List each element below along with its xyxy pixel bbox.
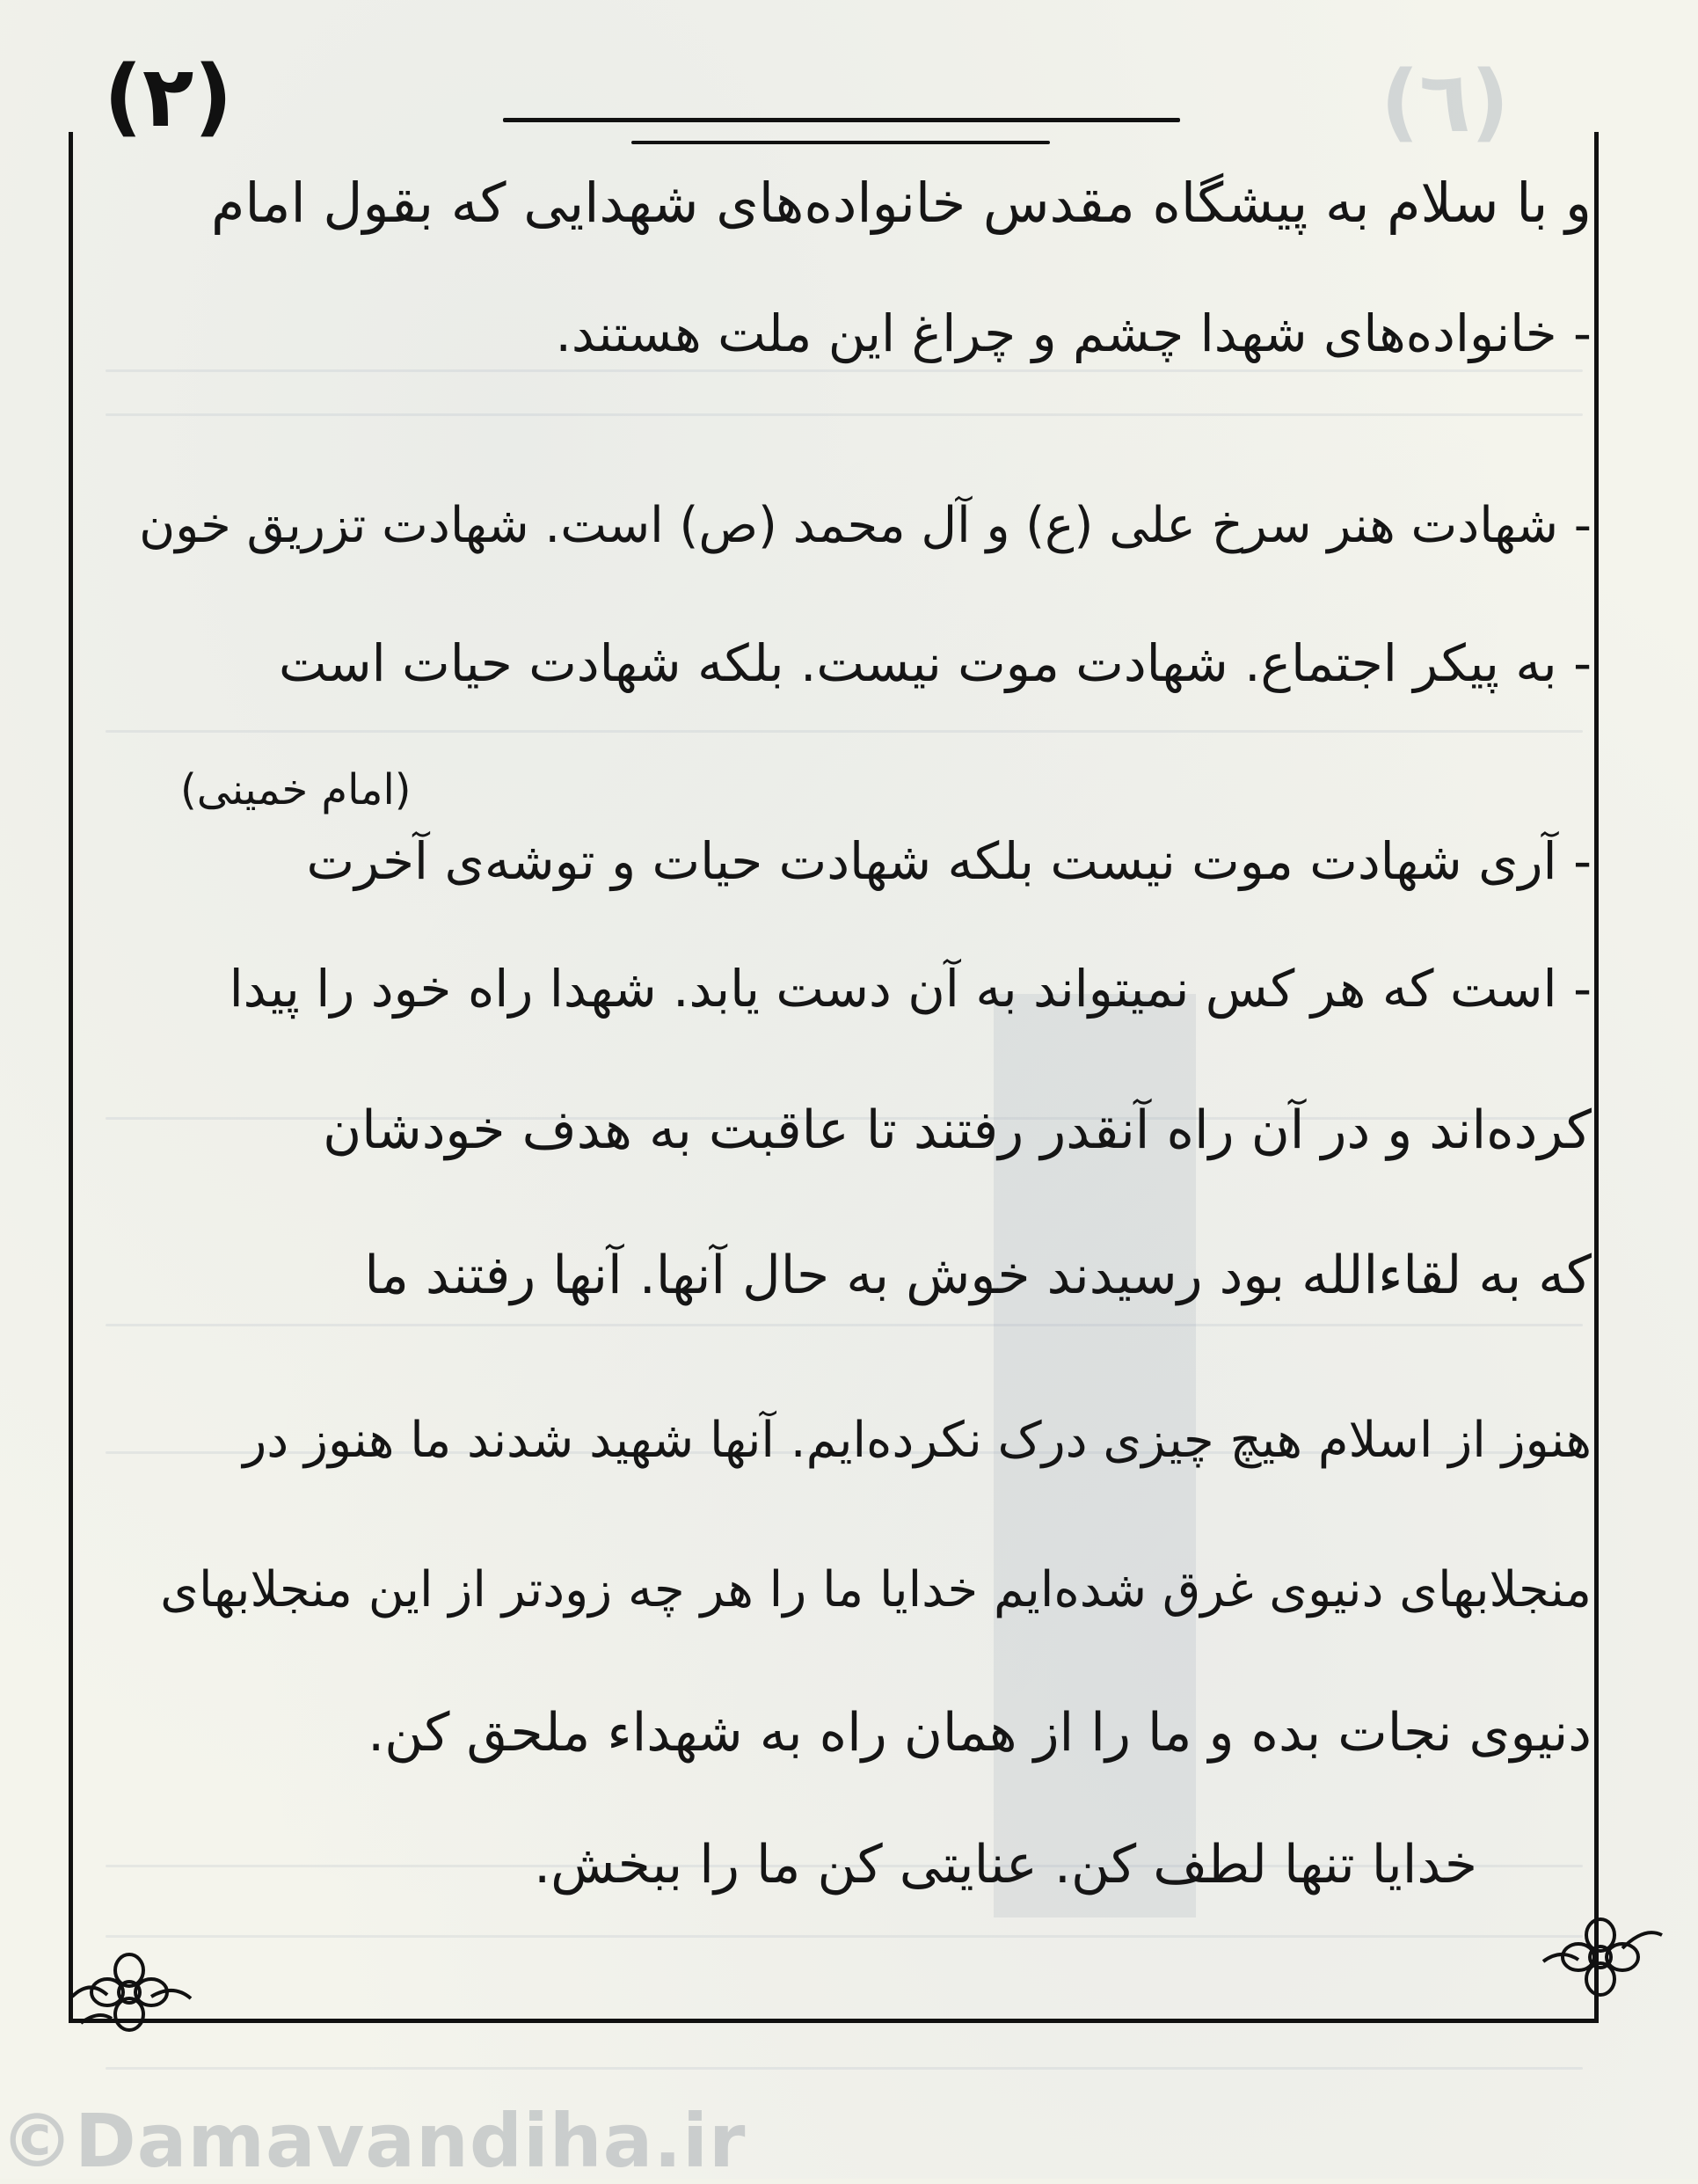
text-line: که به لقاءالله بود رسیدند خوش به حال آنها. آنها رفتند ما [364, 1245, 1592, 1306]
text-line: - خانواده‌های شهدا چشم و چراغ این ملت هستند. [555, 303, 1592, 363]
bleed-through-page-number: (٦) [1381, 53, 1510, 151]
quote-attribution: (امام خمینی) [180, 765, 412, 814]
text-line: خدایا تنها لطف کن. عنایتی کن ما را ببخش. [534, 1834, 1477, 1895]
text-line: هنوز از اسلام هیچ چیزی درک نکرده‌ایم. آنها شهید شدند ما هنوز در [243, 1412, 1592, 1469]
text-line: - است که هر کس نمیتواند به آن دست یابد. شهدا راه خود را پیدا [229, 959, 1592, 1019]
text-line: منجلابهای دنیوی غرق شده‌ایم خدایا ما را هر چه زودتر از این منجلابهای [160, 1561, 1592, 1618]
bleed-through-line [106, 2067, 1583, 2070]
text-line: - شهادت هنر سرخ علی (ع) و آل محمد (ص) است. شهادت تزریق خون [139, 497, 1592, 554]
corner-flower-left-icon [63, 1944, 195, 2041]
text-line: و با سلام به پیشگاه مقدس خانواده‌های شهدایی که بقول امام [210, 171, 1592, 235]
text-line: - به پیکر اجتماع. شهادت موت نیست. بلکه شهادت حیات است [279, 633, 1592, 693]
text-line: دنیوی نجات بده و ما را از همان راه به شهداء ملحق کن. [368, 1702, 1592, 1764]
watermark: ©Damavandiha.ir [0, 2098, 747, 2184]
header-rule [503, 118, 1180, 122]
corner-flower-right-icon [1534, 1909, 1666, 2005]
text-line: - آری شهادت موت نیست بلکه شهادت حیات و توشه‌ی آخرت [306, 831, 1592, 891]
page-number: (۲) [104, 47, 233, 146]
text-line: کرده‌اند و در آن راه آنقدر رفتند تا عاقبت به هدف خودشان [323, 1099, 1592, 1161]
